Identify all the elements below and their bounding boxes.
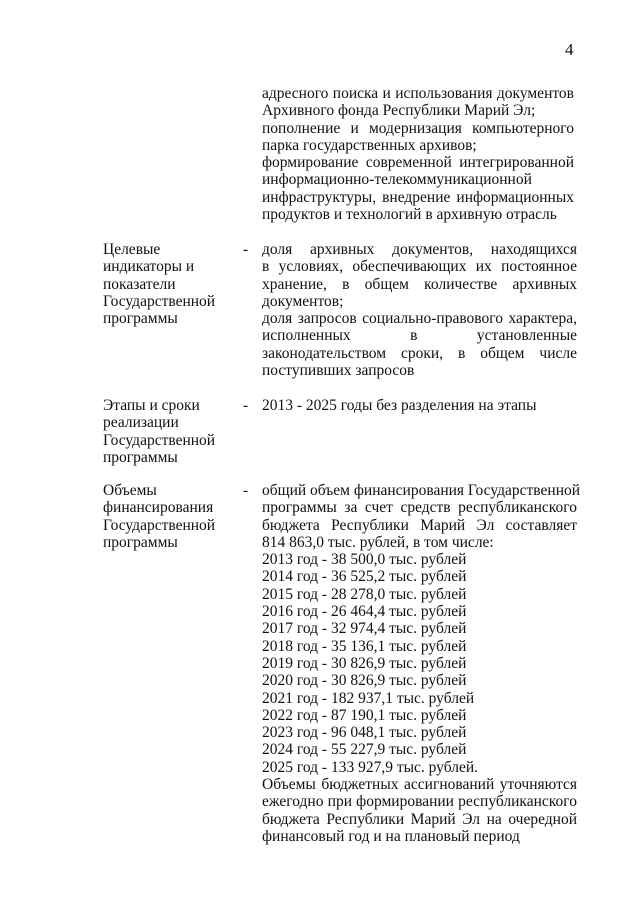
text-line: 2022 год - 87 190,1 тыс. рублей (262, 706, 467, 724)
text-line: 2020 год - 30 826,9 тыс. рублей (262, 672, 467, 690)
section-dash: - (243, 397, 249, 414)
label-line: Государственной (103, 292, 216, 310)
text-line: 814 863,0 тыс. рублей, в том числе: (262, 533, 494, 551)
text-line: 2023 год - 96 048,1 тыс. рублей (262, 724, 467, 742)
text-line: инфраструктуры, внедрение информационных (262, 188, 574, 206)
text-line: 2013 год - 38 500,0 тыс. рублей (262, 551, 467, 569)
text-line: общий объем финансирования Государственной (262, 482, 581, 499)
text-line: бюджета Республики Марий Эл на очередной (262, 810, 577, 828)
label-line: показатели (103, 275, 176, 293)
text-line: Архивного фонда Республики Марий Эл; (262, 102, 536, 120)
section-content (262, 482, 581, 845)
section-content (262, 241, 577, 379)
text-line: хранение, в общем количестве архивных (262, 275, 577, 293)
text-line: 2014 год - 36 525,2 тыс. рублей (262, 568, 467, 586)
section-dash: - (243, 482, 249, 499)
label-line: программы (103, 533, 178, 551)
section-label (103, 482, 231, 551)
text-line: бюджета Республики Марий Эл составляет (262, 516, 577, 534)
section-label (103, 397, 231, 466)
text-line: поступивших запросов (262, 362, 415, 380)
label-line: программы (103, 310, 178, 328)
text-line: законодательством сроки, в общем числе (262, 344, 577, 362)
text-line: доля архивных документов, находящихся (262, 241, 577, 258)
text-line: финансовый год и на плановый период (262, 827, 520, 845)
text-line: исполненных в установленные (262, 327, 577, 345)
text-line: адресного поиска и использования документов (262, 85, 574, 102)
text-line: 2017 год - 32 974,4 тыс. рублей (262, 620, 467, 638)
section-label (103, 241, 231, 327)
label-line: Государственной (103, 516, 216, 534)
text-line: в условиях, обеспечивающих их постоянное (262, 258, 577, 276)
text-line: Объемы бюджетных ассигнований уточняются (262, 776, 577, 794)
label-line: Целевые (103, 241, 161, 258)
label-line: финансирования (103, 499, 214, 517)
text-line: 2016 год - 26 464,4 тыс. рублей (262, 603, 467, 621)
text-line: 2015 год - 28 278,0 тыс. рублей (262, 585, 467, 603)
section-content (262, 397, 577, 414)
text-line: парка государственных архивов; (262, 136, 477, 154)
text-line: 2013 - 2025 годы без разделения на этапы (262, 397, 537, 414)
intro-continuation (262, 85, 574, 223)
text-line: документов; (262, 292, 344, 310)
page-number: 4 (565, 40, 574, 59)
text-line: программы за счет средств республиканского (262, 499, 577, 517)
text-line: доля запросов социально-правового характера, (262, 310, 577, 328)
text-line: информационно-телекоммуникационной (262, 171, 532, 189)
label-line: реализации (103, 414, 179, 432)
text-line: 2019 год - 30 826,9 тыс. рублей (262, 654, 467, 672)
text-line: 2018 год - 35 136,1 тыс. рублей (262, 637, 467, 655)
section-dash: - (243, 241, 249, 258)
text-line: продуктов и технологий в архивную отрасль (262, 206, 557, 224)
label-line: Этапы и сроки (103, 397, 200, 414)
label-line: программы (103, 448, 178, 466)
text-line: 2021 год - 182 937,1 тыс. рублей (262, 689, 475, 707)
text-line: ежегодно при формировании республиканского (262, 793, 577, 811)
text-line: формирование современной интегрированной (262, 154, 574, 172)
text-line: пополнение и модернизация компьютерного (262, 119, 574, 137)
label-line: Государственной (103, 431, 216, 449)
text-line: 2024 год - 55 227,9 тыс. рублей (262, 741, 467, 759)
label-line: индикаторы и (103, 258, 195, 276)
text-line: 2025 год - 133 927,9 тыс. рублей. (262, 758, 479, 776)
label-line: Объемы (103, 482, 157, 499)
